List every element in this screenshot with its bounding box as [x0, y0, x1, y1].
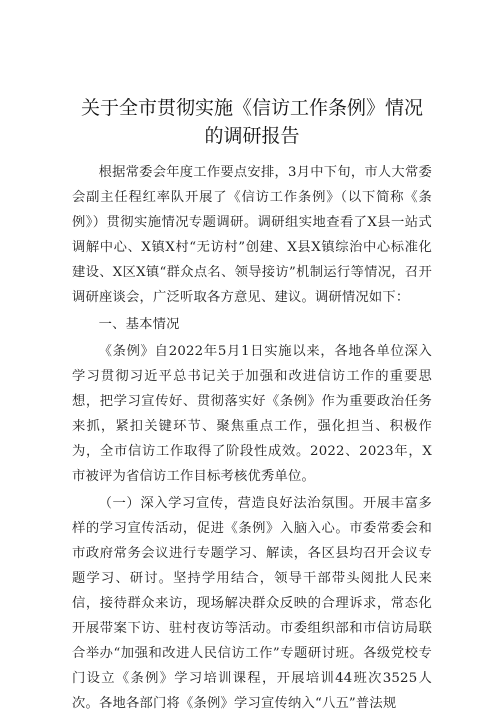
- body-paragraph: 《条例》自2022年5月1日实施以来，各地各单位深入学习贯彻习近平总书记关于加强和改进信访工作的重要思想，把学习宣传好、贯彻落实好《条例》作为重要政治任务来抓，紧扣关键环节、聚焦重点工作，强化担当、积极作为，全市信访工作取得了阶段性成效。2022、2023年，X市被评为省信访工作目标考核优秀单位。: [72, 344, 432, 484]
- document-title: 关于全市贯彻实施《信访工作条例》情况的调研报告: [80, 97, 423, 147]
- body-paragraph: （一）深入学习宣传，营造良好法治氛围。开展丰富多样的学习宣传活动，促进《条例》入脑入心。市委常委会和市政府常务会议进行专题学习、解读，各区县均召开会议专题学习、研讨。坚持学用结合，领导干部带头阅批人民来信，接待群众来访，现场解决群众反映的合理诉求，常态化开展带案下访、驻村夜访等活动。市委组织部和市信访局联合举办“加强和改进人民信访工作”专题研讨班。各级党校专门设立《条例》学习培训课程，开展培训44班次3525人次。各地各部门将《条例》学习宣传纳入“八五”普法规: [72, 496, 432, 711]
- intro-paragraph: 根据常委会年度工作要点安排，3月中下旬，市人大常委会副主任程红率队开展了《信访工作条例》（以下简称《条例》）贯彻实施情况专题调研。调研组实地查看了X县一站式调解中心、X镇X村“无访村”创建、X县X镇综治中心标准化建设、X区X镇“群众点名、领导接访”机制运行等情况，召开调研座谈会，广泛听取各方意见、建议。调研情况如下：: [72, 165, 432, 305]
- section-heading: 一、基本情况: [98, 317, 180, 332]
